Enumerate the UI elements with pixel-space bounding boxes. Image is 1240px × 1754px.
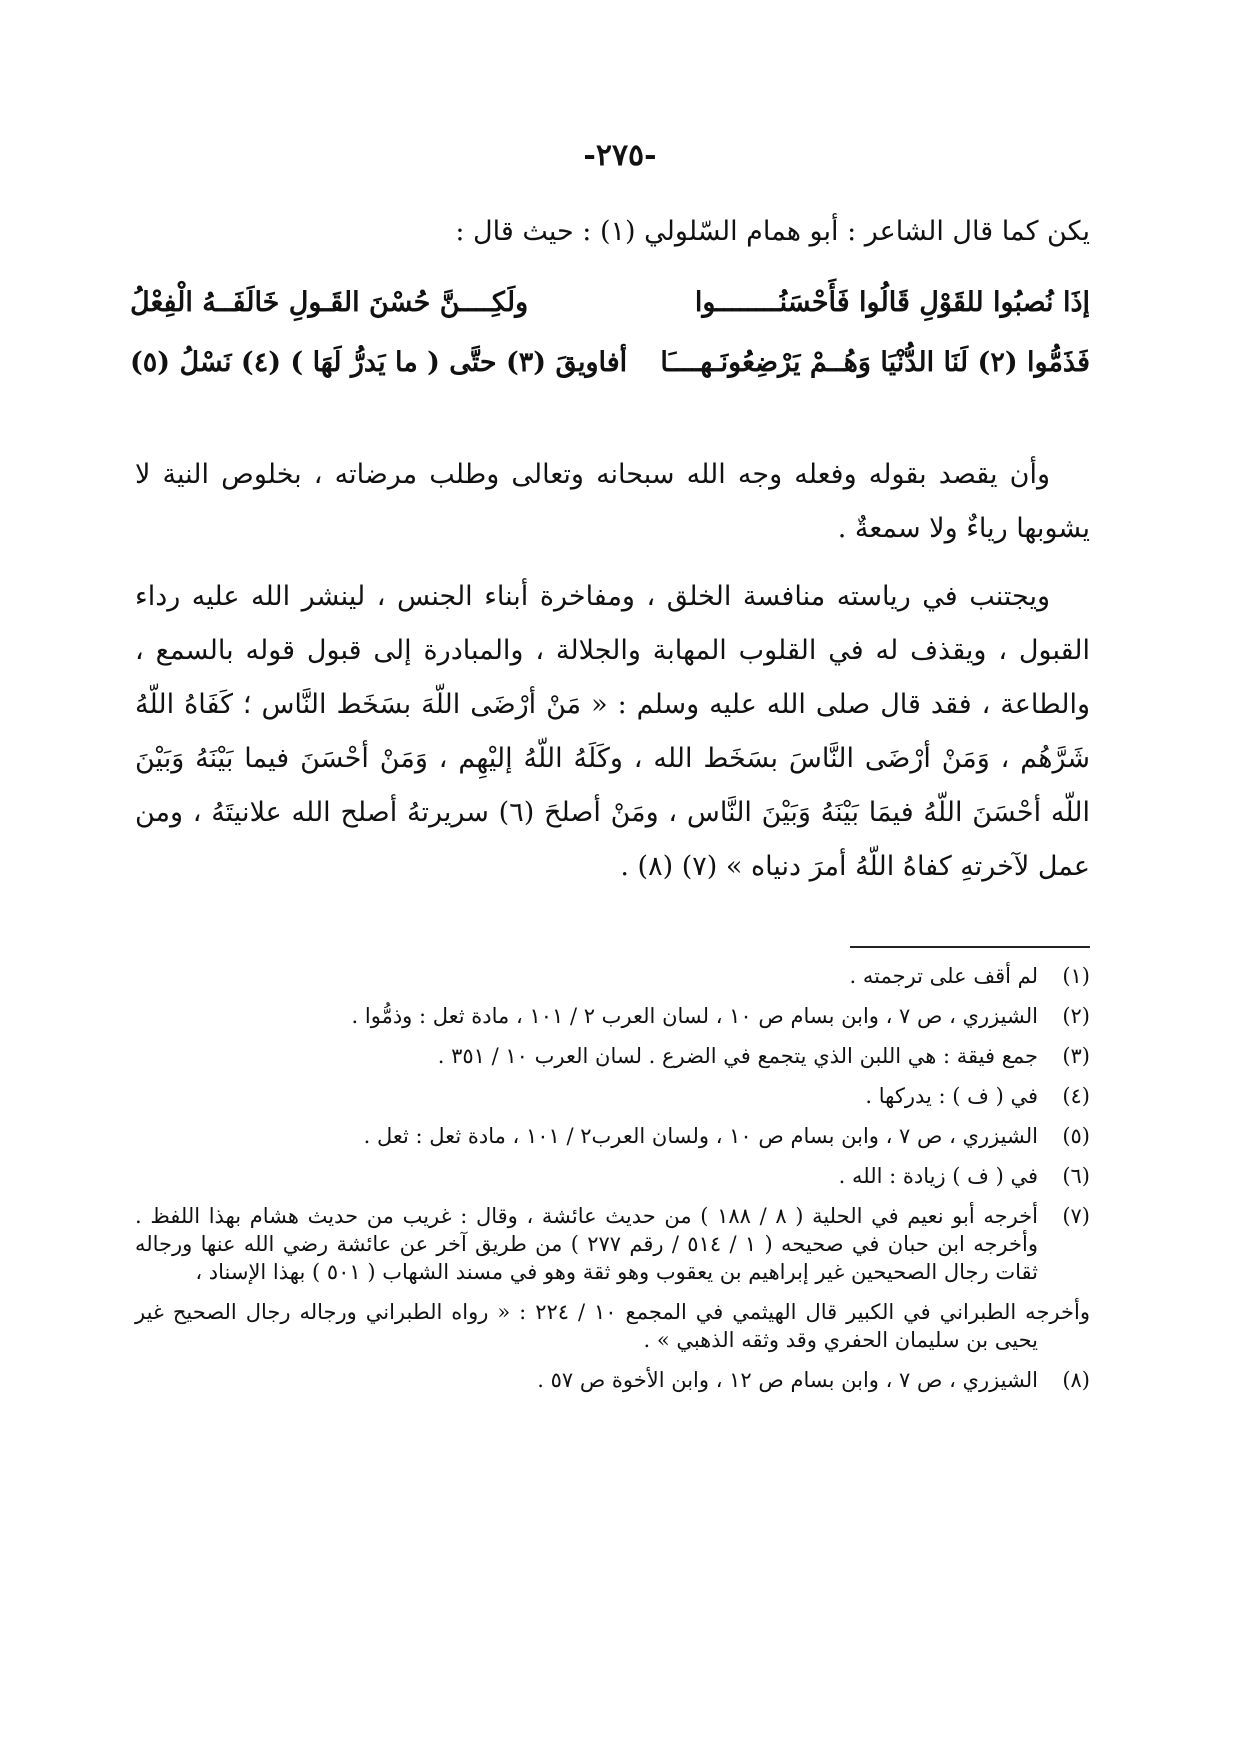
verse-second-hemistich: ولَكِــــنَّ حُسْنَ القَـولِ خَالَفَــهُ الْفِعْلُ	[130, 287, 529, 318]
footnote-text: الشيزري ، ص ٧ ، وابن بسام ص ١٢ ، وابن الأخوة ص ٥٧ .	[537, 1368, 1038, 1392]
footnote-number: (٧)	[1062, 1204, 1090, 1228]
footnote-number: (٦)	[1062, 1164, 1090, 1188]
footnote-text: الشيزري ، ص ٧ ، وابن بسام ص ١٠ ، ولسان العرب٢ / ١٠١ ، مادة ثعل : ثعل .	[363, 1124, 1038, 1148]
footnote-text: لم أقف على ترجمته .	[849, 964, 1038, 988]
footnote-number: (٢)	[1062, 1004, 1090, 1028]
verse-first-hemistich: إذَا نُصبُوا للقَوْلِ قَالُوا فَأَحْسَنُــــــــوا	[694, 287, 1090, 318]
footnote	[135, 1002, 1090, 1030]
page-number: -٢٧٥-	[583, 138, 657, 173]
footnote	[135, 1202, 1090, 1286]
footnote	[135, 1042, 1090, 1070]
verse-line	[130, 338, 1090, 388]
footnote-text: أخرجه أبو نعيم في الحلية ( ٨ / ١٨٨ ) من حديث عائشة ، وقال : غريب من حديث هشام بهذا اللفظ . وأخرجه ابن حبان في صحيحه ( ١ / ٥١٤ / رقم ٢٧٧ ) من طريق آخر عن عائشة رضي الله عنها ورجاله ثقات رجال الصحيحين غير إبراهيم بن يعقوب وهو ثقة وهو في مسند الشهاب ( ٥٠١ ) بهذا الإسناد ،	[135, 1204, 1038, 1284]
body-paragraph	[135, 570, 1090, 894]
paragraph-text: وأن يقصد بقوله وفعله وجه الله سبحانه وتعالى وطلب مرضاته ، بخلوص النية لا يشوبها رياءٌ ولا سمعةٌ .	[135, 459, 1090, 544]
footnote-continuation	[135, 1298, 1090, 1354]
footnote	[135, 1162, 1090, 1190]
footnote-text: وأخرجه الطبراني في الكبير قال الهيثمي في المجمع ١٠ / ٢٢٤ : « رواه الطبراني ورجاله رجال الصحيح غير يحيى بن سليمان الحفري وقد وثقه الذهبي » .	[135, 1300, 1090, 1352]
footnote-text: في ( ف ) زيادة : الله .	[838, 1164, 1038, 1188]
footnotes-section	[135, 962, 1090, 1406]
verse-second-hemistich: أفاويقَ (٣) حتَّى ( ما يَدرُّ لَهَا ) (٤) نَسْلُ (٥)	[130, 347, 628, 378]
body-paragraph	[135, 448, 1090, 556]
footnote-text: في ( ف ) : يدركها .	[865, 1084, 1038, 1108]
verse-line	[130, 278, 1090, 328]
footnote-number: (٣)	[1062, 1044, 1090, 1068]
footnote	[135, 1122, 1090, 1150]
footnote-number: (٨)	[1062, 1368, 1090, 1392]
footnote-number: (٥)	[1062, 1124, 1090, 1148]
footnote-text: جمع فيقة : هي اللبن الذي يتجمع في الضرع . لسان العرب ١٠ / ٣٥١ .	[437, 1044, 1038, 1068]
footnote	[135, 1366, 1090, 1394]
verse-first-hemistich: فَذَمُّوا (٢) لَنَا الدُّنْيَا وَهُــمْ يَرْضِعُونَـهــــَا	[660, 347, 1090, 378]
intro-line: يكن كما قال الشاعر : أبو همام السّلولي (١) : حيث قال :	[455, 216, 1090, 247]
footnote	[135, 962, 1090, 990]
footnote-number: (٤)	[1062, 1084, 1090, 1108]
footnote-divider	[850, 946, 1090, 948]
footnote-text: الشيزري ، ص ٧ ، وابن بسام ص ١٠ ، لسان العرب ٢ / ١٠١ ، مادة ثعل : وذمُّوا .	[351, 1004, 1038, 1028]
footnote-number: (١)	[1062, 964, 1090, 988]
footnote	[135, 1082, 1090, 1110]
paragraph-text: ويجتنب في رياسته منافسة الخلق ، ومفاخرة أبناء الجنس ، لينشر الله عليه رداء القبول ، ويقذف له في القلوب المهابة والجلالة ، والمبادرة إلى قبول قوله بالسمع ، والطاعة ، فقد قال صلى الله عليه وسلم : « مَنْ أرْضَى اللّهَ بسَخَط النَّاس ؛ كَفَاهُ اللّهُ شَرَّهُم ، وَمَنْ أرْضَى النَّاسَ بسَخَط الله ، وكَلَهُ اللّهُ إليْهِم ، وَمَنْ أحْسَنَ فيما بَيْنَهُ وَبَيْنَ اللّه أحْسَنَ اللّهُ فيمَا بَيْنَهُ وَبَيْنَ النَّاس ، ومَنْ أصلحَ (٦) سريرتهُ أصلح الله علانيتَهُ ، ومن عمل لآخرتهِ كفاهُ اللّهُ أمرَ دنياه » (٧) (٨) .	[135, 581, 1091, 882]
